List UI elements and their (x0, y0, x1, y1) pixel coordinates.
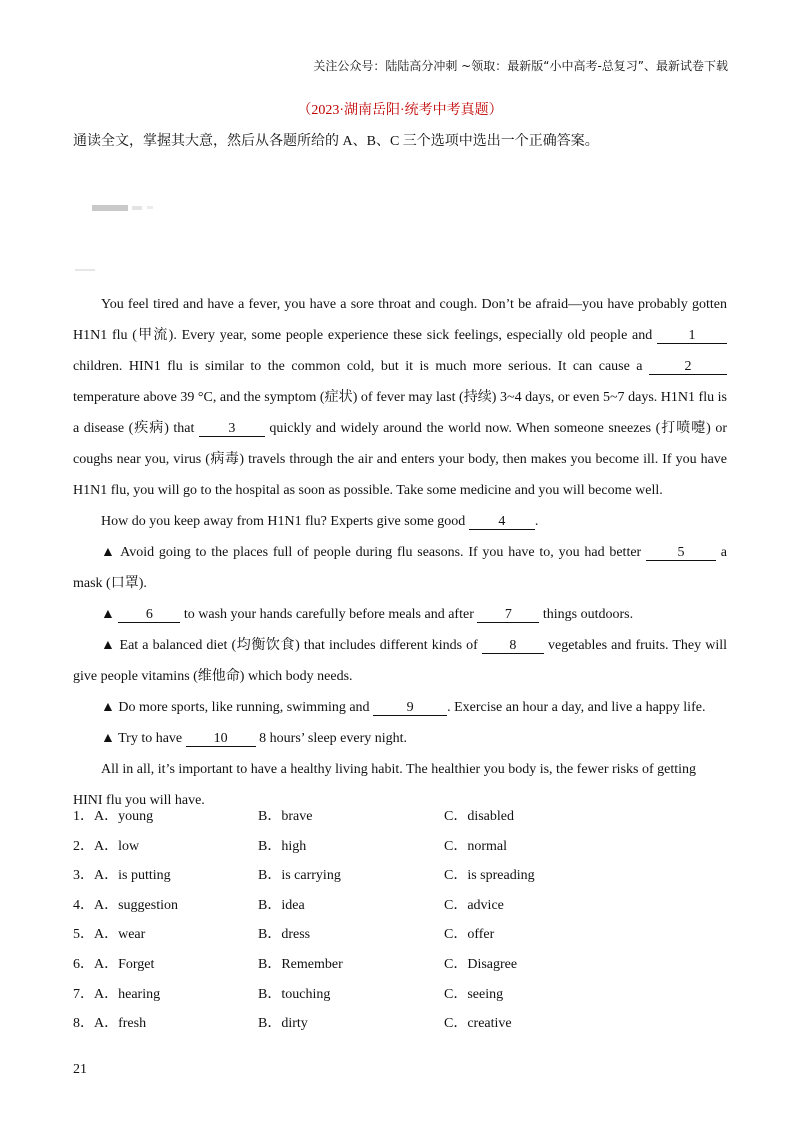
option-c: C．advice (444, 897, 504, 913)
question-source: （2023·湖南岳阳·统考中考真题） (297, 103, 503, 118)
blank-5: 5 (646, 546, 716, 561)
option-c: C．offer (444, 927, 495, 943)
option-b: B．dress (258, 927, 311, 943)
passage-text: quickly and widely around the world now. When someone sneezes (打喷嚏) or coughs near you, virus (病毒) travels through the air and enters your body, then makes you become ill. If you have H1N1 flu, you will go to the hospital as soon as possible. Take some medicine and you will become well. (73, 421, 727, 498)
option-c: C．creative (444, 1016, 512, 1032)
option-b: B．high (258, 838, 307, 854)
blank-4: 4 (469, 515, 535, 530)
option-c: C．seeing (444, 986, 504, 1002)
option-a: 7．A．hearing (73, 986, 161, 1002)
passage-text: . (534, 514, 539, 529)
passage-text: . Exercise an hour a day, and live a happy life. (447, 700, 706, 715)
passage-paragraph-1 (73, 289, 727, 506)
option-b: B．touching (258, 986, 331, 1002)
passage-text: ▲ Eat a balanced diet (均衡饮食) that includes different kinds of (101, 638, 482, 653)
passage-paragraph-2 (73, 506, 727, 537)
option-row-4 (73, 895, 727, 925)
option-b: B．idea (258, 897, 305, 913)
faint-line-artifact (75, 269, 95, 271)
option-c: C．is spreading (444, 868, 535, 884)
option-b: B．brave (258, 809, 313, 824)
passage-text: a mask (口罩). (73, 545, 727, 591)
option-c: C．Disagree (444, 956, 518, 972)
option-b: B．Remember (258, 956, 343, 972)
page-number: 21 (73, 1062, 87, 1077)
blank-6: 6 (118, 608, 180, 623)
passage-text: You feel tired and have a fever, you have a sore throat and cough. Don’t be afraid—you have probably gotten H1N1 flu (甲流). Every year, some people experience these sick feelings, especially old people and (73, 297, 727, 343)
blank-3: 3 (199, 422, 265, 437)
passage-text: ▲ Try to have (101, 731, 186, 746)
answer-options (73, 806, 727, 1043)
option-row-1 (73, 806, 727, 836)
option-c: C．normal (444, 838, 507, 854)
passage-text: All in all, it’s important to have a healthy living habit. The healthier you body is, the fewer risks of getting HINI flu you will have. (73, 762, 697, 808)
option-a: 5．A．wear (73, 927, 146, 943)
option-b: B．is carrying (258, 868, 341, 884)
faint-image-artifact (92, 203, 162, 213)
blank-10: 10 (186, 732, 256, 747)
option-row-3 (73, 865, 727, 895)
passage-paragraph-4 (73, 599, 727, 630)
passage-paragraph-7 (73, 723, 727, 754)
option-c: C．disabled (444, 809, 514, 824)
passage-text: ▲ Avoid going to the places full of people during flu seasons. If you have to, you had better (101, 545, 646, 560)
blank-7: 7 (477, 608, 539, 623)
option-row-6 (73, 954, 727, 984)
passage-paragraph-6 (73, 692, 727, 723)
passage-text: to wash your hands carefully before meals and after (180, 607, 478, 622)
passage-paragraph-3 (73, 537, 727, 599)
passage-text: ▲ (101, 607, 119, 622)
passage-paragraph-5 (73, 630, 727, 692)
option-a: 2．A．low (73, 838, 140, 854)
passage-text: things outdoors. (539, 607, 634, 622)
passage-text: How do you keep away from H1N1 flu? Experts give some good (101, 514, 469, 529)
option-b: B．dirty (258, 1016, 308, 1032)
blank-9: 9 (373, 701, 447, 716)
blank-1: 1 (657, 329, 727, 344)
option-row-5 (73, 924, 727, 954)
passage-text: vegetables and fruits. They will give people vitamins (维他命) which body needs. (73, 638, 727, 684)
option-row-2 (73, 836, 727, 866)
option-a: 6．A．Forget (73, 956, 155, 972)
option-row-7 (73, 984, 727, 1014)
blank-8: 8 (482, 639, 544, 654)
passage-text: children. HIN1 flu is similar to the common cold, but it is much more serious. It can cause a (73, 359, 649, 374)
blank-2: 2 (649, 360, 727, 375)
passage-text: temperature above 39 °C, and the symptom (症状) of fever may last (持续) 3~4 days, or even 5~7 days. H1N1 flu is a disease (疾病) that (73, 390, 727, 436)
option-a: 3．A．is putting (73, 868, 171, 884)
option-a: 1．A．young (73, 809, 154, 824)
passage-text: ▲ Do more sports, like running, swimming and (101, 700, 374, 715)
option-a: 4．A．suggestion (73, 897, 178, 913)
instruction-text: 通读全文，掌握其大意，然后从各题所给的 A、B、C 三个选项中选出一个正确答案。 (73, 134, 599, 149)
passage-text: 8 hours’ sleep every night. (255, 731, 408, 746)
option-a: 8．A．fresh (73, 1016, 147, 1032)
option-row-8 (73, 1013, 727, 1043)
reading-passage (73, 289, 727, 816)
header-note: 关注公众号：陆陆高分冲刺 ~领取：最新版“小中高考-总复习”、最新试卷下载 (313, 59, 728, 73)
